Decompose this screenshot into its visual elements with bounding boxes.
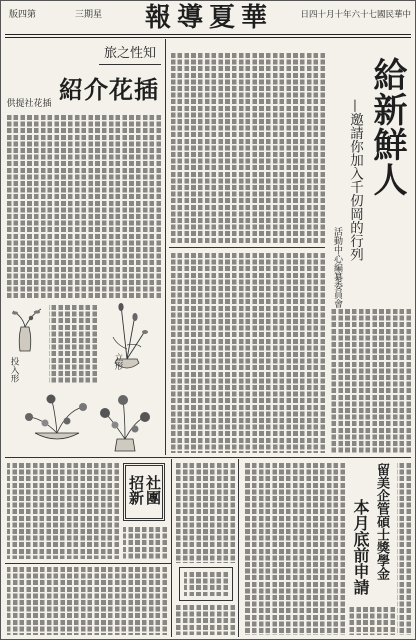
scholarship-body-text: [397, 463, 411, 635]
feature-byline: 活動中心編纂委員會: [332, 227, 342, 308]
scholarship-body-text: [349, 607, 395, 635]
section-rule: [5, 457, 411, 458]
notice-box: [179, 567, 233, 601]
notice-box-text: [184, 572, 228, 596]
scholarship-subheadline: 本月底前申請: [351, 499, 370, 595]
ikebana-byline: 插花社提供: [6, 99, 52, 109]
club-recruit-box: [123, 463, 165, 521]
feature-subheadline: —邀請你加入千仞岡的行列: [347, 99, 363, 261]
notice-body-text: [7, 567, 167, 635]
column-divider: [171, 459, 172, 637]
ikebana-headline: 插花介紹: [59, 75, 159, 104]
column-divider: [165, 39, 166, 455]
scholarship-body-text: [243, 463, 345, 635]
club-body-text: [7, 463, 119, 559]
masthead: 華夏導報: [144, 3, 273, 33]
feature-body-text: [169, 253, 325, 453]
figure-label: 投入形: [9, 357, 19, 383]
figure-label: 立形: [113, 353, 123, 370]
notice-body-text: [175, 463, 235, 563]
ikebana-kicker: 知性之旅: [103, 46, 156, 61]
ikebana-body-text: [49, 305, 97, 383]
weekday: 星期三: [75, 10, 103, 20]
column-divider: [238, 459, 239, 637]
club-recruit-title: 社團招新: [127, 475, 162, 505]
ikebana-body-text: [7, 115, 161, 299]
vase-arrangement-icon: [7, 305, 47, 355]
page-number: 第四版: [9, 10, 37, 20]
bowl-arrangement-icon: [21, 387, 93, 447]
flower-cluster-icon: [95, 391, 155, 453]
upright-arrangement-icon: [99, 301, 155, 377]
scholarship-headline: 留美企管碩士獎學金: [374, 463, 389, 580]
club-body-text: [123, 527, 167, 559]
column-rule: [169, 247, 325, 248]
header-rule: [5, 34, 411, 38]
section-rule: [5, 563, 171, 564]
kicker-rule: [99, 64, 161, 65]
feature-headline: 給新鮮人: [367, 57, 407, 197]
feature-body-text: [331, 309, 411, 453]
notice-body-text: [175, 605, 235, 635]
issue-date: 中華民國七十六年十月十四日: [300, 10, 411, 20]
feature-body-text: [169, 53, 325, 243]
